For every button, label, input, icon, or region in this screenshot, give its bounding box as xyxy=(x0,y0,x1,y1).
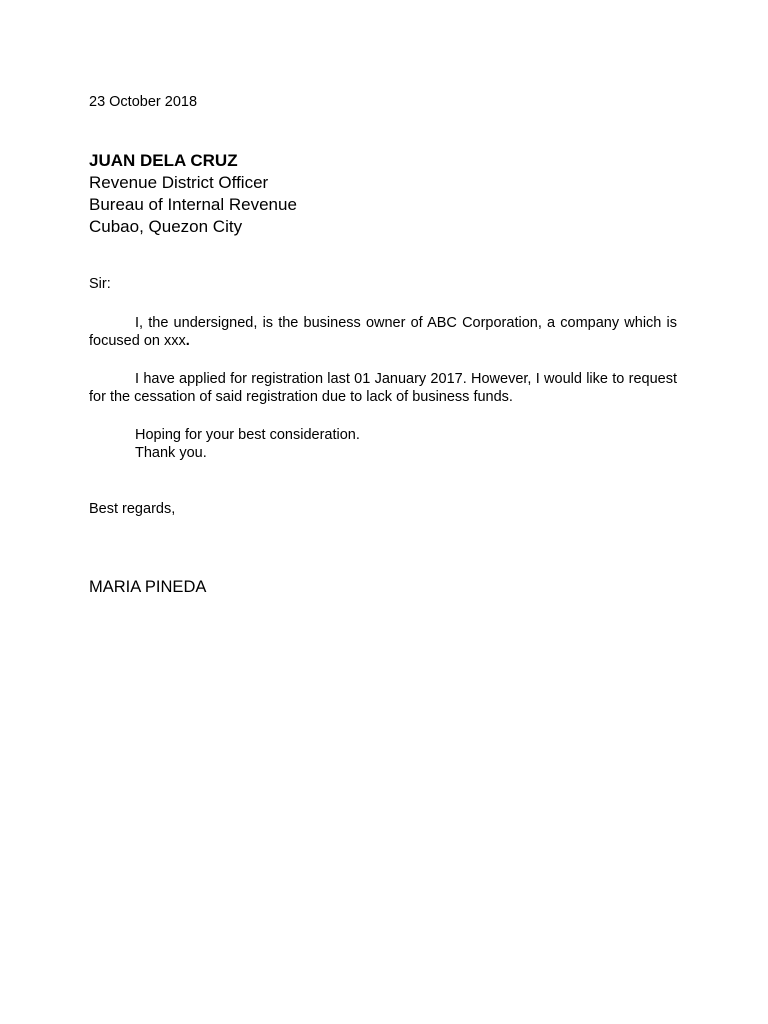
closing-line-2: Thank you. xyxy=(135,445,207,461)
recipient-name: JUAN DELA CRUZ xyxy=(89,151,238,170)
letter-date: 23 October 2018 xyxy=(89,94,198,110)
recipient-city: Cubao, Quezon City xyxy=(89,217,243,236)
body-paragraph-1-text: I, the undersigned, is the business owner of ABC Corporation, a company which is focused on xxx xyxy=(89,315,677,349)
recipient-organization: Bureau of Internal Revenue xyxy=(89,195,297,214)
recipient-title: Revenue District Officer xyxy=(89,173,269,192)
body-paragraph-1 xyxy=(89,314,677,350)
body-paragraph-1-period: . xyxy=(185,333,190,349)
sender-name: MARIA PINEDA xyxy=(89,578,207,596)
closing-line-1: Hoping for your best consideration. xyxy=(135,427,360,443)
salutation: Sir: xyxy=(89,276,111,292)
body-paragraph-2: I have applied for registration last 01 January 2017. However, I would like to request for the cessation of said registration due to lack of business funds. xyxy=(89,371,677,405)
sign-off: Best regards, xyxy=(89,501,176,517)
closing-paragraph xyxy=(89,426,677,462)
